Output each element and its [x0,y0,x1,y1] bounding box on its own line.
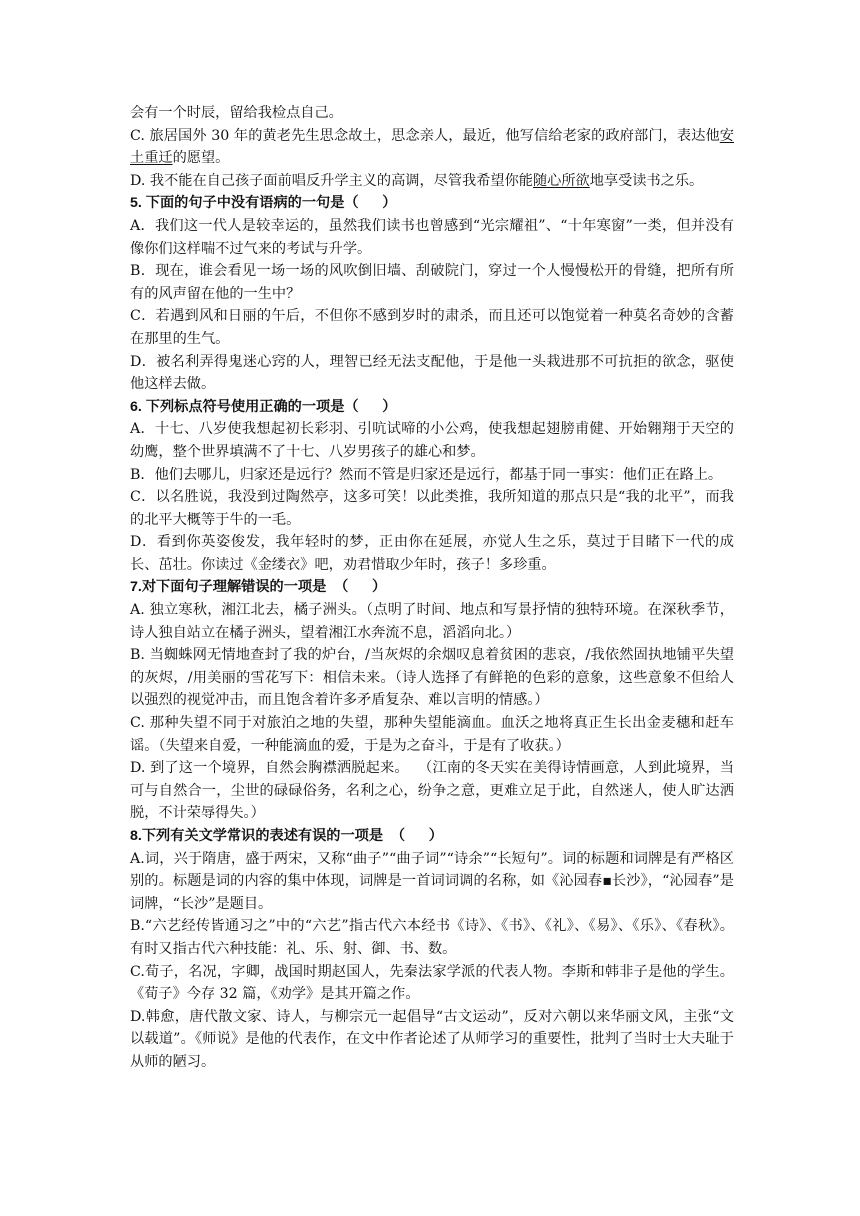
question-title: 7.对下面句子理解错误的一项是 （ ） [130,579,387,596]
question-5 [130,192,734,395]
option-c: C．以名胜说，我没到过陶然亭，这多可笑！以此类推，我所知道的那点只是“我的北平”，而我的北平大概等于牛的一毛。 [130,489,734,528]
option-d: D．被名利弄得鬼迷心窍的人，理智已经无法支配他，于是他一头栽进那不可抗拒的欲念，驱使他这样去做。 [130,353,734,393]
question-7 [130,576,734,825]
option-d: D．看到你英姿俊发，我年轻时的梦，正由你在延展，亦觉人生之乐，莫过于目睹下一代的成长、茁壮。你读过《金缕衣》吧，劝君惜取少年时，孩子！多珍重。 [130,534,734,573]
question-title: 8.下列有关文学常识的表述有误的一项是 （ ） [130,828,443,844]
question-title: 6. 下列标点符号使用正确的一项是（ ） [130,398,397,415]
option-d: D.韩愈，唐代散文家、诗人，与柳宗元一起倡导“古文运动”，反对六朝以来华丽文风，主张“文以载道”。《师说》是他的代表作，在文中作者论述了从师学习的重要性，批判了当时士大夫耻于从师的陋习。 [130,1008,735,1070]
option-c: C. 那种失望不同于对旅泊之地的失望，那种失望能滴血。血沃之地将真正生长出金麦穗和赶车谣。（失望来自爱，一种能滴血的爱，于是为之奋斗，于是有了收获。） [130,715,734,754]
prev-question-option-d [130,170,734,193]
question-6 [130,396,734,577]
underlined-phrase: 安土重迁 [130,127,734,167]
option-b: B.“六艺经传皆通习之”中的“六艺”指古代六本经书《诗》、《书》、《礼》、《易》、《乐》、《春秋》。有时又指古代六种技能：礼、乐、射、御、书、数。 [130,918,734,957]
option-a: A．十七、八岁使我想起初长彩羽、引吭试啼的小公鸡，使我想起翅膀甫健、开始翱翔于天空的幼鹰，整个世界填满不了十七、八岁男孩子的雄心和梦。 [130,421,734,460]
option-a: A.词，兴于隋唐，盛于两宋，又称“曲子”“曲子词”“诗余”“长短句”。词的标题和词牌是有严格区别的。标题是词的内容的集中体现，词牌是一首词词调的名称，如《沁园春▪长沙》，“沁园春”是词牌，“长沙”是题目。 [130,850,734,912]
exam-page [130,102,734,1074]
option-c-text-after: 的愿望。 [172,150,230,167]
option-c: C.荀子，名况，字卿，战国时期赵国人，先秦法家学派的代表人物。李斯和韩非子是他的学生。《荀子》今存 32 篇，《劝学》是其开篇之作。 [130,963,734,1003]
option-a: A. 独立寒秋，湘江北去，橘子洲头。（点明了时间、地点和写景抒情的独特环境。在深秋季节，诗人独自站立在橘子洲头，望着湘江水奔流不息，滔滔向北。） [130,602,734,641]
question-title: 5. 下面的句子中没有语病的一句是（ ） [130,195,397,212]
option-d: D. 到了这一个境界，自然会胸襟洒脱起来。 （江南的冬天实在美得诗情画意，人到此境界，当可与自然合一，尘世的碌碌俗务，名利之心，纷争之意，更难立足于此，自然迷人，使人旷达洒脱，不计荣辱得失。） [130,760,734,822]
option-c: C．若遇到风和日丽的午后，不但你不感到岁时的肃杀，而且还可以饱觉着一种莫名奇妙的含蓄在那里的生气。 [130,308,734,347]
option-b: B．他们去哪儿，归家还是远行？然而不管是归家还是远行，都基于同一事实：他们正在路上。 [130,466,723,483]
prev-question-option-c [130,125,734,170]
option-b: B. 当蜘蛛网无情地查封了我的炉台，/当灰烬的余烟叹息着贫困的悲哀，/我依然固执地铺平失望的灰烬，/用美丽的雪花写下：相信未来。（诗人选择了有鲜艳的色彩的意象，这些意象不但给人以强烈的视觉冲击，而且饱含着许多矛盾复杂、难以言明的情感。） [130,647,734,709]
continued-text: 会有一个时辰，留给我检点自己。 [130,105,343,121]
option-b: B．现在，谁会看见一场一场的风吹倒旧墙、刮破院门，穿过一个人慢慢松开的骨缝，把所有所有的风声留在他的一生中？ [130,263,734,302]
option-a: A．我们这一代人是较幸运的，虽然我们读书也曾感到“光宗耀祖”、“十年寒窗”一类，但并没有像你们这样喘不过气来的考试与升学。 [130,217,734,257]
underlined-phrase: 随心所欲 [532,172,590,189]
option-d-text-before: D. 我不能在自己孩子面前唱反升学主义的高调，尽管我希望你能 [130,172,533,189]
option-c-text-before: C. 旅居国外 30 年的黄老先生思念故土，思念亲人，最近，他写信给老家的政府部门，表达他 [130,127,720,144]
option-d-text-after: 地享受读书之乐。 [589,172,704,189]
question-8 [130,825,734,1074]
